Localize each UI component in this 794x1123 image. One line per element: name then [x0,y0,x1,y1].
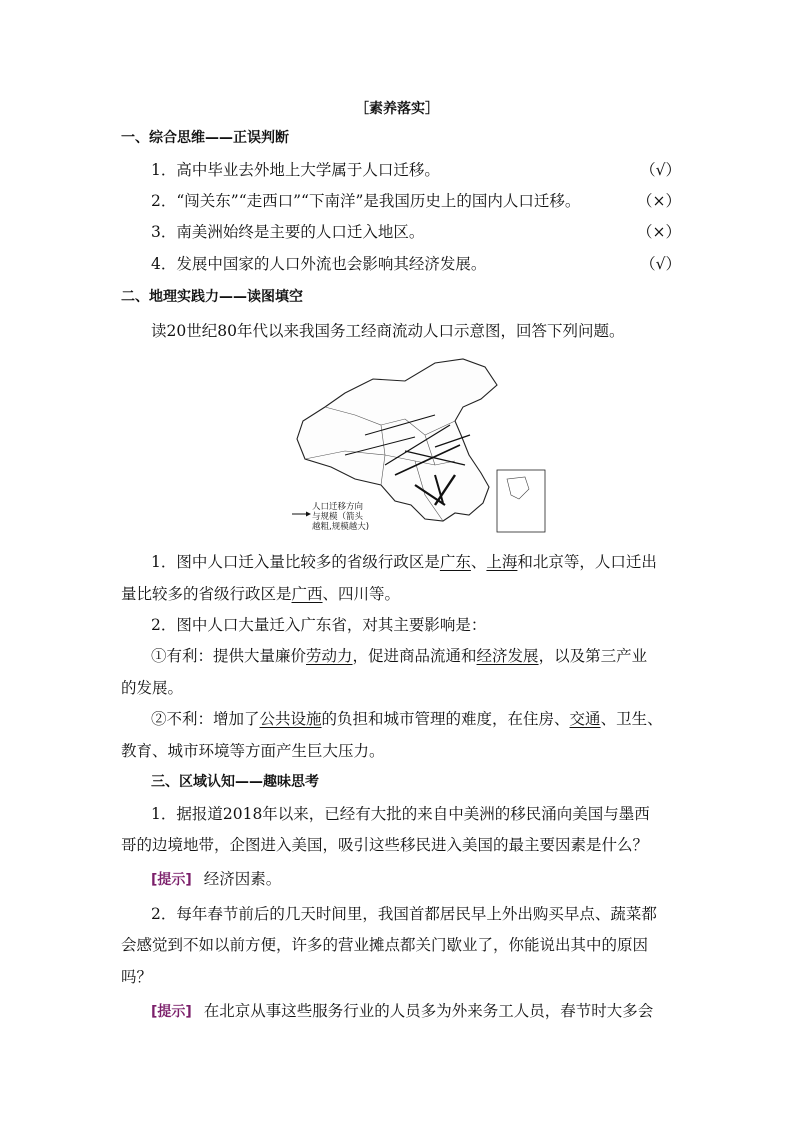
answer-blank: 上海 [486,553,518,571]
legend-arrow-icon [292,511,312,517]
text: 、卫生、 [600,710,663,728]
part3-answer-2 [151,1000,681,1023]
part3-q1-line-2: 哥的边境地带，企图进入美国，吸引这些移民进入美国的最主要因素是什么？ [121,836,649,854]
text: ，以及第三产业 [538,647,648,665]
tip-label: [提示] [151,872,192,888]
part3-q2-line-3: 吗？ [121,968,153,986]
judgement-mark: （√） [640,255,681,273]
answer-blank: 公共设施 [259,710,322,728]
part3-q2-line-2: 会感觉到不如以前方便，许多的营业摊点都关门歇业了，你能说出其中的原因 [121,936,649,954]
answer-text: 经济因素。 [203,870,282,888]
legend-line: 人口迁移方向 [312,502,364,512]
judgement-item-2 [151,190,681,212]
q1-line-2 [121,583,681,605]
legend-line: 越粗,规模越大) [312,522,370,532]
text: 、四川等。 [322,585,401,603]
text: 量比较多的省级行政区是 [121,585,292,603]
judgement-item-4 [151,253,681,275]
answer-blank: 广西 [291,585,323,603]
answer-blank: 劳动力 [306,647,353,665]
judgement-mark: （×） [637,223,681,241]
judgement-item-1 [151,159,681,181]
tip-label: [提示] [151,1004,192,1020]
section-title: ［素养落实］ [355,101,439,117]
part3-q2-line-1: 2．每年春节前后的几天时间里，我国首都居民早上外出购买早点、蔬菜都 [151,905,657,923]
legend-line: 与规模（箭头 [312,512,364,522]
part1-heading: 一、综合思维——正误判断 [121,130,289,146]
text: 的负担和城市管理的难度，在住房、 [321,710,570,728]
part2-intro: 读20世纪80年代以来我国务工经商流动人口示意图，回答下列问题。 [151,322,625,340]
q2-con-line-1 [151,708,681,730]
judgement-text: 2．“闯关东”“走西口”“下南洋”是我国历史上的国内人口迁移。 [151,192,581,210]
answer-text: 在北京从事这些服务行业的人员多为外来务工人员，春节时大多会 [203,1002,654,1020]
answer-blank: 交通 [569,710,601,728]
answer-blank: 广东 [439,553,471,571]
part2-heading: 二、地理实践力——读图填空 [121,289,303,305]
part3-answer-1 [151,868,681,891]
answer-blank: 经济发展 [476,647,539,665]
part3-heading: 三、区域认知——趣味思考 [151,774,319,790]
q2-pro-line-2: 的发展。 [121,679,184,697]
part3-q1-line-1: 1．据报道2018年以来，已经有大批的来自中美洲的移民涌向美国与墨西 [151,805,650,823]
text: 和北京等，人口迁出 [517,553,657,571]
south-china-sea-inset [497,470,545,532]
text: 1．图中人口迁入量比较多的省级行政区是 [151,553,440,571]
text: 、 [470,553,487,571]
judgement-text: 1．高中毕业去外地上大学属于人口迁移。 [151,161,440,179]
judgement-text: 4．发展中国家的人口外流也会影响其经济发展。 [151,255,487,273]
map-legend [312,502,369,532]
q2-con-line-2: 教育、城市环境等方面产生巨大压力。 [121,742,385,760]
map-outline [297,359,497,521]
text: ①有利：提供大量廉价 [151,647,307,665]
q1-line-1 [151,551,681,573]
judgement-text: 3．南美洲始终是主要的人口迁入地区。 [151,223,425,241]
judgement-item-3 [151,221,681,243]
judgement-mark: （×） [637,192,681,210]
text: ，促进商品流通和 [352,647,477,665]
q2-stem: 2．图中人口大量迁入广东省，对其主要影响是： [151,616,487,634]
text: ②不利：增加了 [151,710,260,728]
q2-pro-line-1 [151,645,681,667]
judgement-mark: （√） [640,161,681,179]
